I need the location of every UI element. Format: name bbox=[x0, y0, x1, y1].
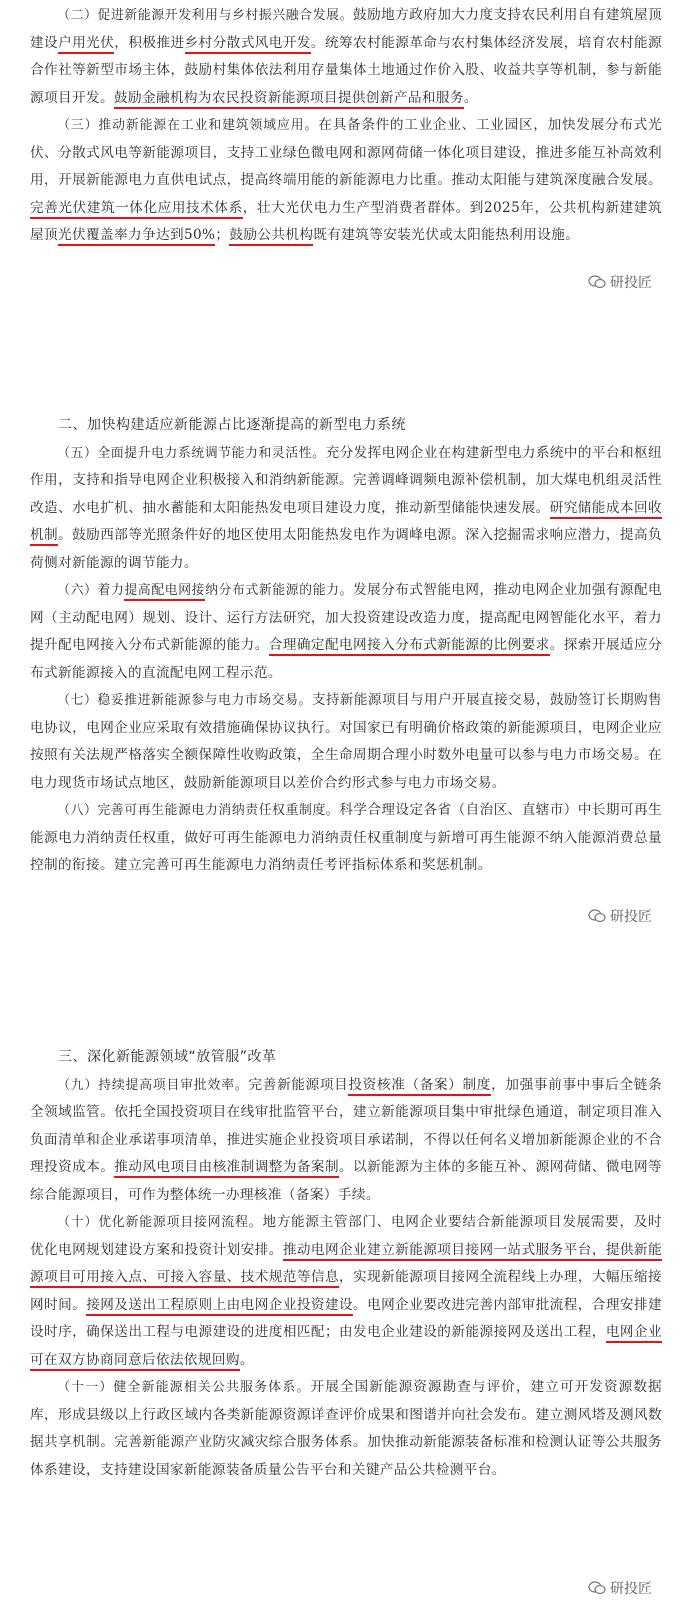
wechat-icon bbox=[588, 1581, 606, 1595]
clause-title: （十）优化新能源项目接网流程。 bbox=[57, 1215, 263, 1230]
clause-title: （十一）健全新能源相关公共服务体系。 bbox=[57, 1380, 311, 1395]
text-run: 。鼓励西部等光照条件好的地区使用太阳能热发电作为调峰电源。深入挖掘需求响应潜力，提高负荷侧对新能源的调节能力。 bbox=[30, 527, 662, 571]
text-run: 充分发挥电网企业在构建新型电力系统中的平台和枢纽作用，支持和指导电网企业积极接入和消纳新能源。完善调峰调频电源补偿机制，加大煤电机组灵活性改造、水电扩机、抽水蓄能和太阳能热发电项目建设力度，推动新型储能快速发展。 bbox=[30, 444, 663, 516]
highlight-underline: 投资核准（备案）制度 bbox=[348, 1077, 491, 1096]
section-2 bbox=[0, 412, 692, 880]
text-run: 地方能源主管部门、电网企业要结合新能源项目发展需要，及时优化电网规划建设方案和投资计划安排。 bbox=[30, 1214, 662, 1258]
text-run: ； bbox=[215, 227, 230, 243]
highlight-underline: 完善光伏建筑一体化应用技术体系 bbox=[30, 200, 243, 219]
text-run: ，加强事前事中事后全链条全领域监管。依托全国投资项目在线审批监管平台，建立新能源项目集中审批绿色通道，制定项目准入负面清单和企业承诺事项清单，推进实施企业投资项目承诺制，不得以任何名义增加新能源企业的不合理投资成本。 bbox=[30, 1076, 662, 1175]
text-run: ，积极推进 bbox=[114, 34, 185, 51]
watermark-text: 研投匠 bbox=[610, 909, 652, 925]
clause-title: （九）持续提高项目审批效率。 bbox=[57, 1077, 249, 1093]
watermark-text: 研投匠 bbox=[610, 1581, 652, 1597]
text-run: 既有建筑等安装光伏或太阳能热利用设施。 bbox=[313, 227, 580, 243]
text-run: 在具备条件的工业企业、工业园区，加快发展分布式光伏、分散式风电等新能源项目，支持工业绿色微电网和源网荷储一体化项目建设，推进多能互补高效利用，开展新能源电力直供电试点，提高终端用能的新能源电力比重。推动太阳能与建筑深度融合发展。 bbox=[30, 117, 662, 188]
text-run: 。 bbox=[239, 1351, 254, 1368]
paragraph-2 bbox=[0, 2, 692, 112]
section-1 bbox=[0, 2, 692, 250]
watermark-text: 研投匠 bbox=[610, 275, 652, 291]
text-run: 。以新能源为主体的多能互补、源网荷储、微电网等综合能源项目，可作为整体统一办理核准（备案）手续。 bbox=[30, 1159, 663, 1203]
text-run: 。电网企业要改进完善内部审批流程，合理安排建设时序，确保送出工程与电源建设的进度相匹配；由发电企业建设的新能源接网及送出工程， bbox=[30, 1296, 662, 1340]
text-run: 完善新能源项目 bbox=[248, 1076, 349, 1093]
section-3 bbox=[0, 1044, 692, 1484]
clause-title: （七）稳妥推进新能源参与电力市场交易。 bbox=[57, 693, 312, 708]
text-run: 发展分布式智能电网，推动电网企业加强有源配电网（主动配电网）规划、设计、运行方法研究，加大投资建设改造力度，提高配电网智能化水平，着力提升配电网接入分布式新能源的能力。 bbox=[30, 582, 662, 653]
highlight-underline: 推动电网企业建立新能源项目接网一站式服务平台，提供新能源项目可用接入点、可接入容量、技术规范等信息 bbox=[30, 1242, 662, 1289]
highlight-underline: 电网企业可在双方协商同意后依法依规回购 bbox=[30, 1324, 662, 1371]
highlight-underline: 接网及送出工程原则上由电网企业投资建设 bbox=[86, 1297, 353, 1316]
paragraph-3 bbox=[0, 112, 692, 250]
clause-title: （二）促进新能源开发利用与乡村振兴融合发展。 bbox=[57, 8, 354, 23]
highlight-underline: 推动风电项目由核准制调整为备案制 bbox=[114, 1159, 339, 1178]
wechat-icon bbox=[588, 909, 606, 923]
highlight-underline: 合理确定配电网接入分布式新能源的比例要求 bbox=[269, 637, 550, 656]
watermark bbox=[588, 1578, 652, 1598]
highlight-underline: 鼓励公共机构 bbox=[229, 227, 313, 246]
watermark bbox=[588, 272, 652, 292]
text-run: 开展全国新能源资源勘查与评价，建立可开发资源数据库，形成县级以上行政区域内各类新能源资源详查评价成果和图谱并向社会发布。建立测风塔及测风数据共享机制。完善新能源产业防灾减灾综合服务体系。加快推动新能源装备标准和检测认证等公共服务体系建设，支持建设国家新能源装备质量公告平台和关键产品公共检测平台。 bbox=[30, 1379, 662, 1478]
highlight-underline: 研究储能成本回收机制 bbox=[30, 500, 662, 547]
section-heading: 三、深化新能源领域“放管服”改革 bbox=[58, 1049, 277, 1065]
text-run: 。统筹农村能源革命与农村集体经济发展，培育农村能源合作社等新型市场主体，鼓励村集体依法利用存量集体土地通过作价入股、收益共享等机制，参与新能源项目开发。 bbox=[30, 34, 662, 106]
section-heading: 二、加快构建适应新能源占比逐渐提高的新型电力系统 bbox=[58, 417, 406, 433]
paragraph-7 bbox=[0, 687, 692, 797]
paragraph-6 bbox=[0, 577, 692, 687]
text-run: ，实现新能源项目接网全流程线上办理，大幅压缩接网时间。 bbox=[30, 1269, 662, 1313]
text-run: 。 bbox=[463, 89, 478, 106]
paragraph-8 bbox=[0, 797, 692, 880]
highlight-underline: 光伏覆盖率力争达到50% bbox=[58, 227, 215, 246]
watermark bbox=[588, 906, 652, 926]
paragraph-11 bbox=[0, 1374, 692, 1484]
text-run: 鼓励地方政府加大力度支持农民利用自有建筑屋顶建设 bbox=[30, 7, 662, 51]
paragraph-10 bbox=[0, 1209, 692, 1374]
highlight-underline: 户用光伏 bbox=[58, 35, 114, 54]
text-run: 。探索开展适应分布式新能源接入的直流配电网工程示范。 bbox=[30, 637, 662, 681]
clause-title: （八）完善可再生能源电力消纳责任权重制度。 bbox=[57, 803, 340, 818]
highlight-underline: 鼓励金融机构为农民投资新能源项目提供创新产品和服务 bbox=[114, 90, 464, 109]
paragraph-5 bbox=[0, 440, 692, 578]
text-run: （六）着力 bbox=[57, 583, 125, 598]
paragraph-9 bbox=[0, 1072, 692, 1210]
text-run: 科学合理设定各省（自治区、直辖市）中长期可再生能源电力消纳责任权重，做好可再生能源电力消纳责任权重制度与新增可再生能源不纳入能源消费总量控制的衔接。建立完善可再生能源电力消纳责任考评指标体系和奖惩机制。 bbox=[30, 802, 662, 873]
text-run: 支持新能源项目与用户开展直接交易，鼓励签订长期购售电协议，电网企业应采取有效措施确保协议执行。对国家已有明确价格政策的新能源项目，电网企业应按照有关法规严格落实全额保障性收购政策，全生命周期合理小时数外电量可以参与电力市场交易。在电力现货市场试点地区，鼓励新能源项目以差价合约形式参与电力市场交易。 bbox=[30, 692, 662, 791]
text-run: ，壮大光伏电力生产型消费者群体。到2025年，公共机构新建建筑屋顶 bbox=[30, 199, 663, 243]
text-run: 纳分布式新能源的能力。 bbox=[205, 583, 354, 598]
highlight-underline: 乡村分散式风电开发 bbox=[185, 35, 311, 54]
wechat-icon bbox=[588, 275, 606, 289]
clause-title: （三）推动新能源在工业和建筑领域应用。 bbox=[57, 118, 319, 133]
highlight-underline: 提高配电网接 bbox=[124, 583, 205, 601]
clause-title: （五）全面提升电力系统调节能力和灵活性。 bbox=[57, 445, 326, 461]
clause-title bbox=[57, 583, 353, 601]
